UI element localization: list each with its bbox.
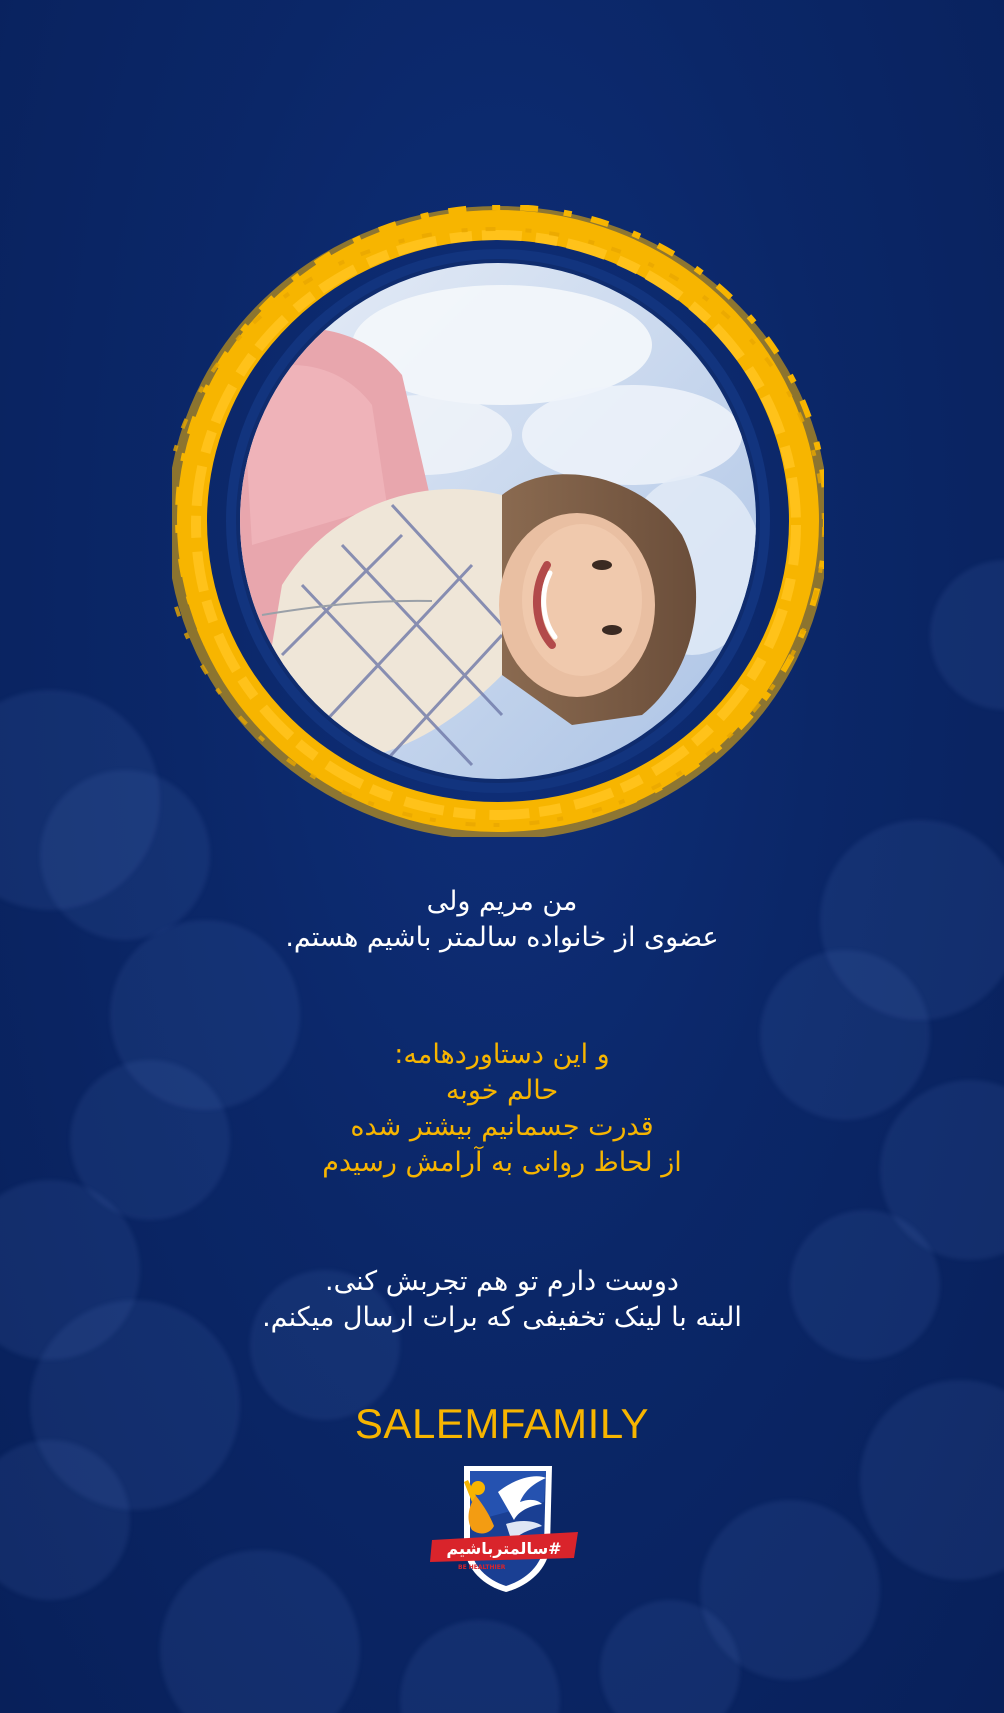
bokeh-circle xyxy=(0,1440,130,1600)
bokeh-circle xyxy=(930,560,1004,710)
shield-logo-icon xyxy=(428,1462,582,1596)
logo-tagline: BE HEALTHIER xyxy=(458,1564,506,1571)
intro-name-line: من مریم ولی xyxy=(426,886,578,917)
logo-hashtag-text: #سالمترباشیم xyxy=(446,1539,562,1558)
portrait-photo xyxy=(172,205,824,837)
achievements-heading: و این دستاوردهامه: xyxy=(394,1039,610,1070)
achievement-item: قدرت جسمانیم بیشتر شده xyxy=(350,1111,654,1142)
invite-line: دوست دارم تو هم تجربش کنی. xyxy=(325,1266,679,1297)
bokeh-circle xyxy=(400,1620,560,1713)
invite-text xyxy=(0,1264,1004,1336)
invite-discount-line: البته با لینک تخفیفی که برات ارسال میکنم. xyxy=(262,1302,742,1333)
bokeh-circle xyxy=(700,1500,880,1680)
intro-text xyxy=(0,884,1004,956)
brand-title: SALEMFAMILY xyxy=(354,1400,650,1447)
achievement-item: حالم خوبه xyxy=(445,1075,559,1106)
bokeh-circle xyxy=(600,1600,740,1713)
bokeh-circle xyxy=(0,690,160,910)
achievement-item: از لحاظ روانی به آرامش رسیدم xyxy=(322,1147,682,1178)
bokeh-circle xyxy=(160,1550,360,1713)
intro-member-line: عضوی از خانواده سالمتر باشیم هستم. xyxy=(285,922,719,953)
achievements-list xyxy=(0,1037,1004,1181)
portrait-frame xyxy=(172,205,824,837)
